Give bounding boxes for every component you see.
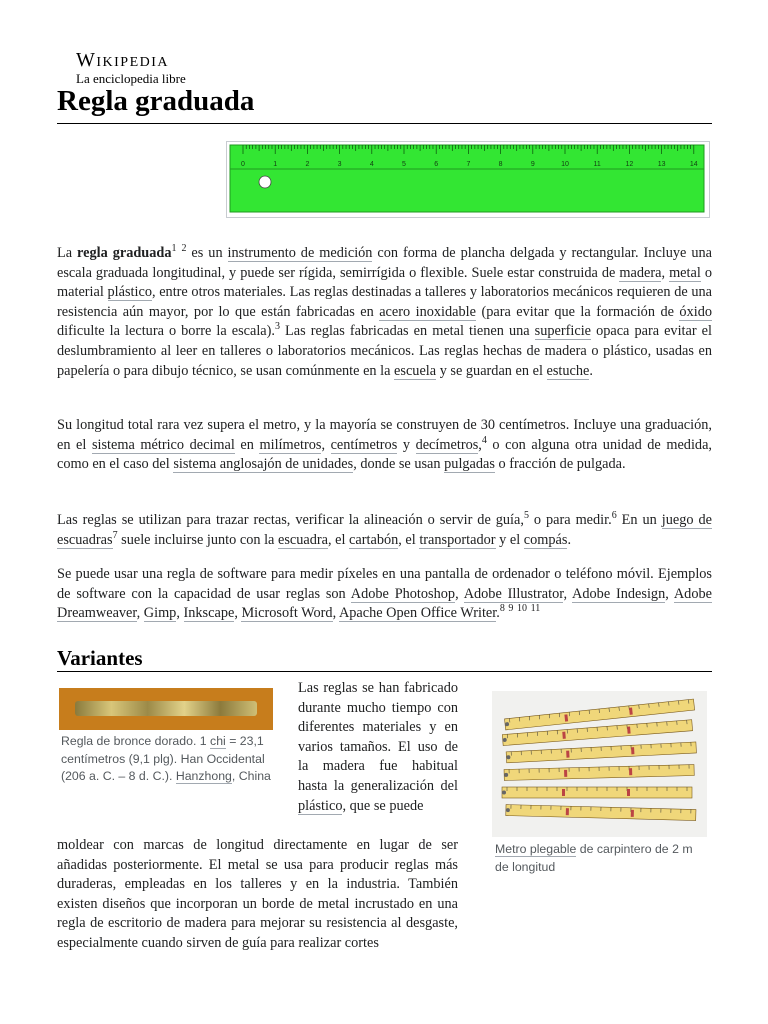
link-escuela[interactable]: escuela — [394, 362, 437, 379]
link-plastico[interactable]: plástico — [107, 284, 152, 301]
folding-rule-image[interactable] — [492, 691, 707, 837]
bronze-bar-shape — [75, 701, 257, 716]
figure-caption-folding: Metro plegable de carpintero de 2 m de longitud — [495, 842, 693, 874]
ref-3[interactable]: 3 — [274, 321, 280, 333]
link-escuadra[interactable]: escuadra — [277, 531, 328, 548]
bold-term: regla graduada — [77, 245, 172, 261]
link-adobe-illustrator[interactable]: Adobe Illustrator — [463, 585, 564, 602]
ref-2[interactable]: 2 — [181, 243, 187, 255]
link-chi[interactable]: chi — [210, 734, 226, 748]
wikipedia-wordmark[interactable] — [76, 50, 186, 86]
wordmark-title: Wikipedia — [76, 49, 170, 71]
link-metal[interactable]: metal — [669, 264, 701, 281]
variantes-paragraph-col: Las reglas se han fabricado durante mucho tiempo con diferentes materiales y en varios tamaños. El uso de la madera fue habitual hasta la generalización del plástico, que se puede — [298, 680, 458, 814]
ruler-body — [230, 145, 704, 212]
uses-paragraph: Las reglas se utilizan para trazar rectas, verificar la alineación o servir de guía,$^5$ o para medir.$^6$ En un juego de escuadras$^7$ suele incluirse junto con la escuadra, el cartabón, el transportador y el compás. — [57, 510, 712, 548]
software-paragraph: Se puede usar una regla de software para medir píxeles en una pantalla de ordenador o teléfono móvil. Ejemplos de software con la capacidad de usar reglas son Adobe Photoshop, Adobe Illustrator, Adobe Indesign, Adobe Dreamweaver, Gimp, Inkscape, Microsoft Word, Apache Open Office Writer.$^8$ $^9$ $^{10}$ $^{11}$ — [57, 566, 712, 622]
link-cartabon[interactable]: cartabón — [349, 531, 399, 548]
ruler-tick-label: 4 — [369, 161, 374, 168]
ref-7[interactable]: 7 — [112, 529, 118, 541]
ref-11[interactable]: 11 — [530, 603, 541, 615]
link-microsoft-word[interactable]: Microsoft Word — [241, 605, 333, 622]
link-adobe-dreamweaver[interactable]: Adobe Dreamweaver — [57, 585, 712, 622]
link-oxido[interactable]: óxido — [679, 303, 712, 320]
ref-9[interactable]: 9 — [508, 603, 514, 615]
link-metro-plegable[interactable]: Metro plegable — [495, 842, 577, 856]
folding-rule-segment — [506, 805, 696, 821]
ref-4[interactable]: 4 — [481, 434, 487, 446]
link-milimetros[interactable]: milímetros — [259, 436, 322, 453]
length-paragraph: Su longitud total rara vez supera el metro, y la mayoría se construyen de 30 centímetros. Incluye una graduación, en el sistema métrico decimal en milímetros, centímetros y decímetros,$^4$ o con alguna otra unidad de medida, como en el caso del sistema anglosajón de unidades, donde se usan pulgadas o fracción de pulgada. — [57, 417, 712, 473]
link-acero-inoxidable[interactable]: acero inoxidable — [379, 303, 476, 320]
link-adobe-indesign[interactable]: Adobe Indesign — [572, 585, 666, 602]
ref-10[interactable]: 10 — [516, 603, 527, 615]
link-gimp[interactable]: Gimp — [143, 605, 177, 622]
ruler-tick-label: 12 — [625, 161, 634, 168]
intro-paragraph: La regla graduada$^1$ $^2$ es un instrumento de medición con forma de plancha delgada y rectangular. Incluye una escala graduada longitudinal, y puede ser rígida, semirrígida o flexible. Suele estar construida de madera, metal o material plástico, entre otros materiales. Las reglas destinadas a talleres y laboratorios mecánicos requieren de una resistencia aún mayor, por lo que están fabricadas en acero inoxidable (para evitar que la formación de óxido dificulte la lectura o borre la escala).$^3$ Las reglas fabricadas en metal tienen una superficie opaca para evitar el deslumbramiento al leer en talleres o laboratorios mecánicos. Las reglas hechas de madera o plástico, usadas en papelería o para dibujo técnico, se usan comúnmente en la escuela y se guardan en el estuche. — [57, 243, 712, 379]
ruler-tick-label: 13 — [657, 161, 666, 168]
folding-rule-segment — [504, 765, 694, 781]
link-plastico-2[interactable]: plástico — [298, 797, 343, 814]
ruler-tick-label: 0 — [241, 161, 245, 168]
ruler-tick-label: 7 — [466, 161, 471, 168]
ruler-tick-label: 6 — [434, 161, 439, 168]
ref-8[interactable]: 8 — [499, 603, 505, 615]
ref-5[interactable]: 5 — [523, 510, 529, 522]
variantes-paragraph-cont: moldear con marcas de longitud directamente en lugar de ser añadidas posteriormente. El metal se usa para producir reglas más duraderas, empleadas en los talleres y en la industria. También existen diseños que incorporan un borde de metal incrustado en una regla de escritorio de madera para mejorar su resistencia al desgaste, especialmente cuando sirven de guía para realizar cortes — [57, 837, 458, 951]
link-apache-open-office-writer[interactable]: Apache Open Office Writer — [338, 605, 497, 622]
link-adobe-photoshop[interactable]: Adobe Photoshop — [350, 585, 456, 602]
figure-bronze-ruler — [59, 688, 273, 786]
ruler-tick-label: 5 — [402, 161, 406, 168]
link-pulgadas[interactable]: pulgadas — [444, 456, 495, 473]
bronze-ruler-image[interactable] — [59, 688, 273, 730]
link-superficie[interactable]: superficie — [534, 323, 592, 340]
ruler-tick-label: 3 — [337, 161, 342, 168]
link-hanzhong[interactable]: Hanzhong — [175, 769, 232, 783]
link-madera[interactable]: madera — [619, 264, 662, 281]
wordmark-subtitle: La enciclopedia libre — [76, 71, 186, 86]
ruler-illustration — [227, 142, 709, 217]
folding-rule-segment — [502, 787, 692, 798]
title-divider — [57, 123, 712, 124]
link-instrumento[interactable]: instrumento de medición — [227, 245, 373, 261]
ref-6[interactable]: 6 — [611, 510, 617, 522]
ruler-tick-label: 11 — [593, 161, 601, 168]
folding-rule-segment — [506, 742, 696, 763]
link-transportador[interactable]: transportador — [419, 531, 496, 548]
ruler-tick-label: 10 — [561, 161, 569, 168]
link-inkscape[interactable]: Inkscape — [183, 605, 235, 622]
section-heading-variantes: Variantes — [57, 646, 143, 670]
ref-1[interactable]: 1 — [171, 243, 177, 255]
ruler-hole — [259, 176, 271, 188]
link-sistema-metrico[interactable]: sistema métrico decimal — [91, 436, 235, 453]
ruler-tick-label: 2 — [305, 161, 310, 168]
folding-rule-illustration — [492, 691, 707, 837]
ruler-tick-label: 8 — [498, 161, 503, 168]
link-centimetros[interactable]: centímetros — [330, 436, 398, 453]
ruler-tick-label: 14 — [689, 161, 698, 168]
figure-caption-bronze: Regla de bronce dorado. 1 chi = 23,1 centímetros (9,1 plg). Han Occidental (206 a. C. – 8 d. C.). Hanzhong, China — [61, 734, 271, 783]
link-estuche[interactable]: estuche — [546, 362, 590, 379]
link-decimetros[interactable]: decímetros — [415, 436, 479, 453]
link-sistema-anglosajon[interactable]: sistema anglosajón de unidades — [173, 456, 354, 473]
ruler-image — [226, 141, 710, 218]
section-divider — [57, 671, 712, 672]
link-compas[interactable]: compás — [523, 531, 568, 548]
ruler-tick-label: 9 — [530, 161, 535, 168]
ruler-tick-label: 1 — [273, 161, 278, 168]
link-juego-escuadras[interactable]: juego de escuadras — [57, 512, 712, 548]
figure-folding-rule — [492, 691, 707, 876]
page-title: Regla graduada — [57, 85, 255, 117]
